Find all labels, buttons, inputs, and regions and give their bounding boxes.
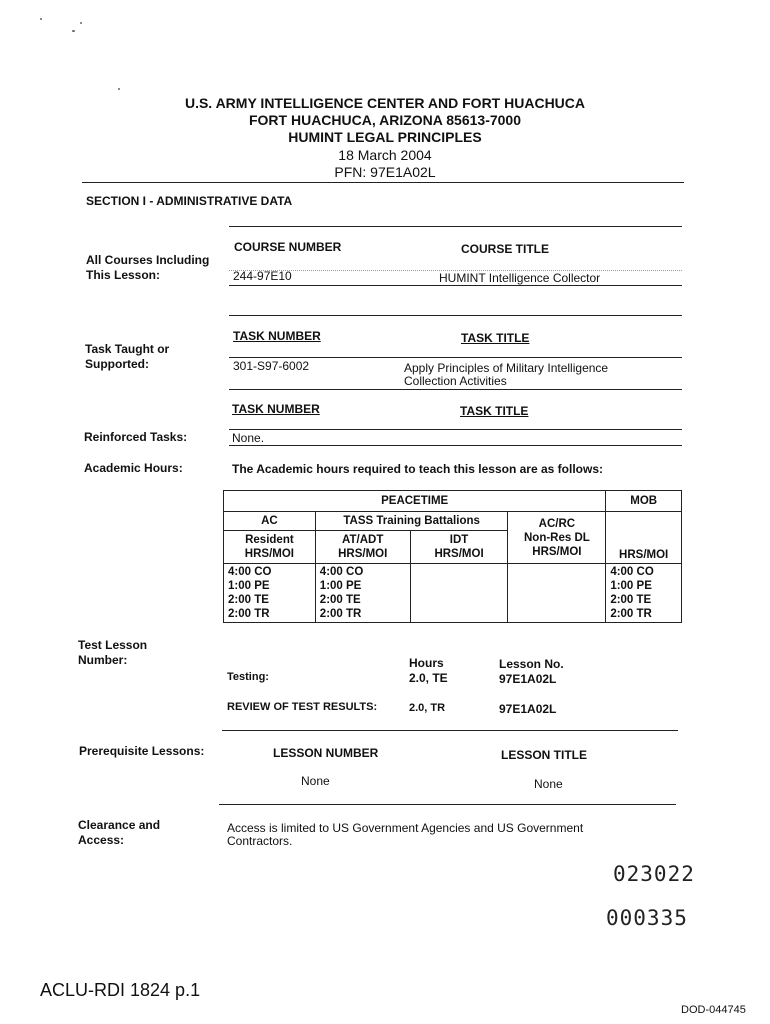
- divider: [229, 429, 682, 430]
- hours-value: 2:00 TR: [610, 608, 652, 620]
- course-title-header: COURSE TITLE: [461, 242, 550, 256]
- atadt-sub: HRS/MOI: [338, 548, 388, 560]
- review-label: REVIEW OF TEST RESULTS:: [227, 701, 378, 713]
- divider: [229, 445, 682, 446]
- scan-speck: [118, 88, 120, 90]
- course-number: 244-97E10: [233, 269, 292, 283]
- hours-value: 1:00 PE: [610, 580, 652, 592]
- divider: [229, 315, 682, 316]
- hours-value: 2:00 TE: [319, 594, 361, 606]
- footer-right-id: DOD-044745: [681, 1004, 746, 1016]
- academic-hours-intro: The Academic hours required to teach this lesson are as follows:: [232, 462, 603, 476]
- hours-value: 1:00 PE: [319, 580, 362, 592]
- document-title: HUMINT LEGAL PRINCIPLES: [288, 129, 482, 145]
- prerequisites-label: Prerequisite Lessons:: [79, 744, 205, 758]
- courses-label-2: This Lesson:: [86, 268, 161, 282]
- atadt-values: [315, 564, 410, 623]
- divider: [222, 730, 678, 731]
- resident-label: Resident: [245, 534, 294, 546]
- mob-header: MOB: [606, 491, 682, 512]
- org-address: FORT HUACHUCA, ARIZONA 85613-7000: [248, 112, 521, 128]
- document-date: 18 March 2004: [338, 147, 432, 163]
- tass-header: TASS Training Battalions: [315, 512, 508, 531]
- prerequisite-title: None: [534, 777, 563, 791]
- clearance-label-2: Access:: [78, 833, 125, 847]
- reinforced-tasks-value: None.: [232, 431, 265, 445]
- test-lesson-label: Test Lesson: [78, 638, 148, 652]
- divider: [229, 285, 682, 286]
- hours-header: Hours: [409, 656, 444, 670]
- org-title: U.S. ARMY INTELLIGENCE CENTER AND FORT HUACHUCA: [184, 95, 586, 111]
- peacetime-header: PEACETIME: [224, 491, 606, 512]
- lesson-no-header: Lesson No.: [499, 657, 564, 671]
- divider: [229, 389, 682, 390]
- courses-label: All Courses Including: [86, 253, 210, 267]
- hours-value: 4:00 CO: [610, 566, 654, 578]
- testing-lesson-no: 97E1A02L: [499, 672, 557, 686]
- idt-header: [410, 531, 508, 564]
- clearance-label: Clearance and: [78, 818, 161, 832]
- review-lesson-no: 97E1A02L: [499, 702, 557, 716]
- academic-hours-label: Academic Hours:: [84, 461, 183, 475]
- reinforced-tasks-label: Reinforced Tasks:: [84, 430, 188, 444]
- hours-value: 4:00 CO: [319, 566, 364, 578]
- acrc-values: [508, 564, 606, 623]
- lesson-title-header: LESSON TITLE: [501, 748, 588, 762]
- atadt-header: [315, 531, 410, 564]
- task-title-2: Collection Activities: [404, 374, 507, 388]
- mob-sub-header: HRS/MOI: [606, 512, 682, 564]
- reinforced-task-number-header: TASK NUMBER: [232, 402, 320, 416]
- testing-hours: 2.0, TE: [409, 671, 448, 685]
- resident-sub: HRS/MOI: [244, 548, 294, 560]
- idt-sub: HRS/MOI: [434, 548, 484, 560]
- hours-value: 2:00 TE: [610, 594, 652, 606]
- idt-values: [410, 564, 508, 623]
- clearance-text-2: Contractors.: [227, 834, 293, 848]
- resident-values: [224, 564, 316, 623]
- divider: [229, 226, 682, 227]
- document-pfn: PFN: 97E1A02L: [334, 164, 436, 180]
- hours-value: 1:00 PE: [228, 580, 270, 592]
- atadt-label: AT/ADT: [342, 534, 384, 546]
- review-hours: 2.0, TR: [409, 702, 446, 714]
- academic-hours-table: [223, 490, 682, 623]
- course-number-header: COURSE NUMBER: [234, 240, 342, 254]
- hours-value: 2:00 TR: [319, 608, 362, 620]
- scan-speck: [72, 30, 75, 32]
- bates-stamp-2: 000335: [606, 906, 688, 930]
- reinforced-task-title-header: TASK TITLE: [460, 404, 529, 418]
- task-number-header: TASK NUMBER: [233, 329, 321, 343]
- bates-stamp: 023022: [613, 862, 695, 886]
- task-title-header: TASK TITLE: [461, 331, 530, 345]
- testing-label: Testing:: [227, 671, 269, 683]
- hours-value: 2:00 TR: [228, 608, 270, 620]
- acrc-header: [508, 512, 606, 564]
- prerequisite-number: None: [301, 774, 330, 788]
- acrc-sub2: HRS/MOI: [532, 545, 582, 558]
- mob-values: [606, 564, 682, 623]
- ac-header: AC: [224, 512, 316, 531]
- hours-value: 4:00 CO: [228, 566, 272, 578]
- scan-speck: [40, 18, 42, 20]
- divider: [219, 804, 676, 805]
- acrc-label: AC/RC: [538, 517, 576, 530]
- resident-header: [224, 531, 316, 564]
- clearance-text: Access is limited to US Government Agencies and US Government: [227, 821, 584, 835]
- section-title: SECTION I - ADMINISTRATIVE DATA: [86, 194, 293, 208]
- lesson-number-header: LESSON NUMBER: [273, 746, 379, 760]
- course-title: HUMINT Intelligence Collector: [439, 271, 601, 285]
- test-lesson-label-2: Number:: [78, 653, 128, 667]
- footer-left-id: ACLU-RDI 1824 p.1: [40, 980, 201, 1000]
- task-title: Apply Principles of Military Intelligence: [404, 361, 609, 375]
- acrc-sub1: Non-Res DL: [523, 531, 590, 544]
- hours-value: 2:00 TE: [228, 594, 269, 606]
- idt-label: IDT: [449, 534, 469, 546]
- task-taught-label-2: Supported:: [85, 357, 149, 371]
- task-number: 301-S97-6002: [233, 359, 310, 373]
- header-divider: [82, 182, 684, 183]
- divider: [229, 357, 682, 358]
- scan-speck: [80, 22, 82, 24]
- task-taught-label: Task Taught or: [85, 342, 170, 356]
